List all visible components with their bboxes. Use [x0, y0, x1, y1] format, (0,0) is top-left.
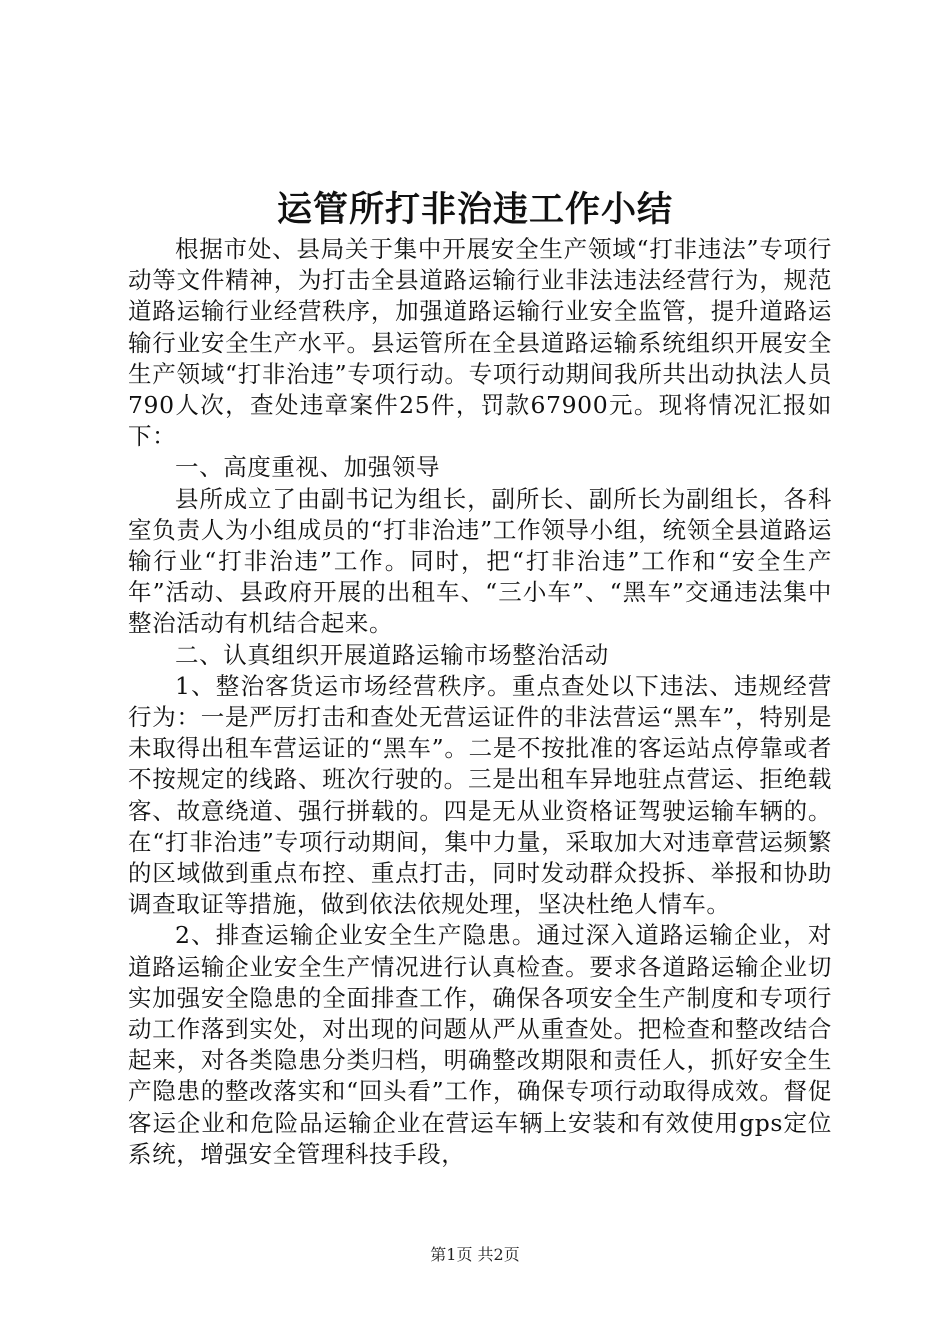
section-1-paragraph: 县所成立了由副书记为组长，副所长、副所长为副组长，各科室负责人为小组成员的“打非治违”工作领导小组，统领全县道路运输行业“打非治违”工作。同时，把“打非治违”工作和“安全生产年”活动、县政府开展的出租车、“三小车”、“黑车”交通违法集中整治活动有机结合起来。 [128, 484, 832, 638]
document-title: 运管所打非治违工作小结 [276, 189, 673, 230]
item-1-paragraph: 1、整治客货运市场经营秩序。重点查处以下违法、违规经营行为：一是严厉打击和查处无营运证件的非法营运“黑车”，特别是未取得出租车营运证的“黑车”。二是不按批准的客运站点停靠或者不按规定的线路、班次行驶的。三是出租车异地驻点营运、拒绝载客、故意绕道、强行拼载的。四是无从业资格证驾驶运输车辆的。在“打非治违”专项行动期间，集中力量，采取加大对违章营运频繁的区域做到重点布控、重点打击，同时发动群众投拆、举报和协助调查取证等措施，做到依法依规处理，坚决杜绝人情车。 [128, 671, 832, 919]
section-heading-2: 二、认真组织开展道路运输市场整治活动 [175, 640, 609, 669]
intro-paragraph: 根据市处、县局关于集中开展安全生产领域“打非违法”专项行动等文件精神，为打击全县道路运输行业非法违法经营行为，规范道路运输行业经营秩序，加强道路运输行业安全监管，提升道路运输行业安全生产水平。县运管所在全县道路运输系统组织开展安全生产领域“打非治违”专项行动。专项行动期间我所共出动执法人员790人次，查处违章案件25件，罚款67900元。现将情况汇报如下： [128, 235, 832, 451]
page-number-footer: 第1页 共2页 [430, 1245, 520, 1264]
item-2-paragraph: 2、排查运输企业安全生产隐患。通过深入道路运输企业，对道路运输企业安全生产情况进行认真检查。要求各道路运输企业切实加强安全隐患的全面排查工作，确保各项安全生产制度和专项行动工作落到实处，对出现的问题从严从重查处。把检查和整改结合起来，对各类隐患分类归档，明确整改期限和责任人，抓好安全生产隐患的整改落实和“回头看”工作，确保专项行动取得成效。督促客运企业和危险品运输企业在营运车辆上安装和有效使用gps定位系统，增强安全管理科技手段， [128, 921, 832, 1168]
section-heading-1: 一、高度重视、加强领导 [175, 453, 441, 482]
document-body [128, 234, 832, 1170]
